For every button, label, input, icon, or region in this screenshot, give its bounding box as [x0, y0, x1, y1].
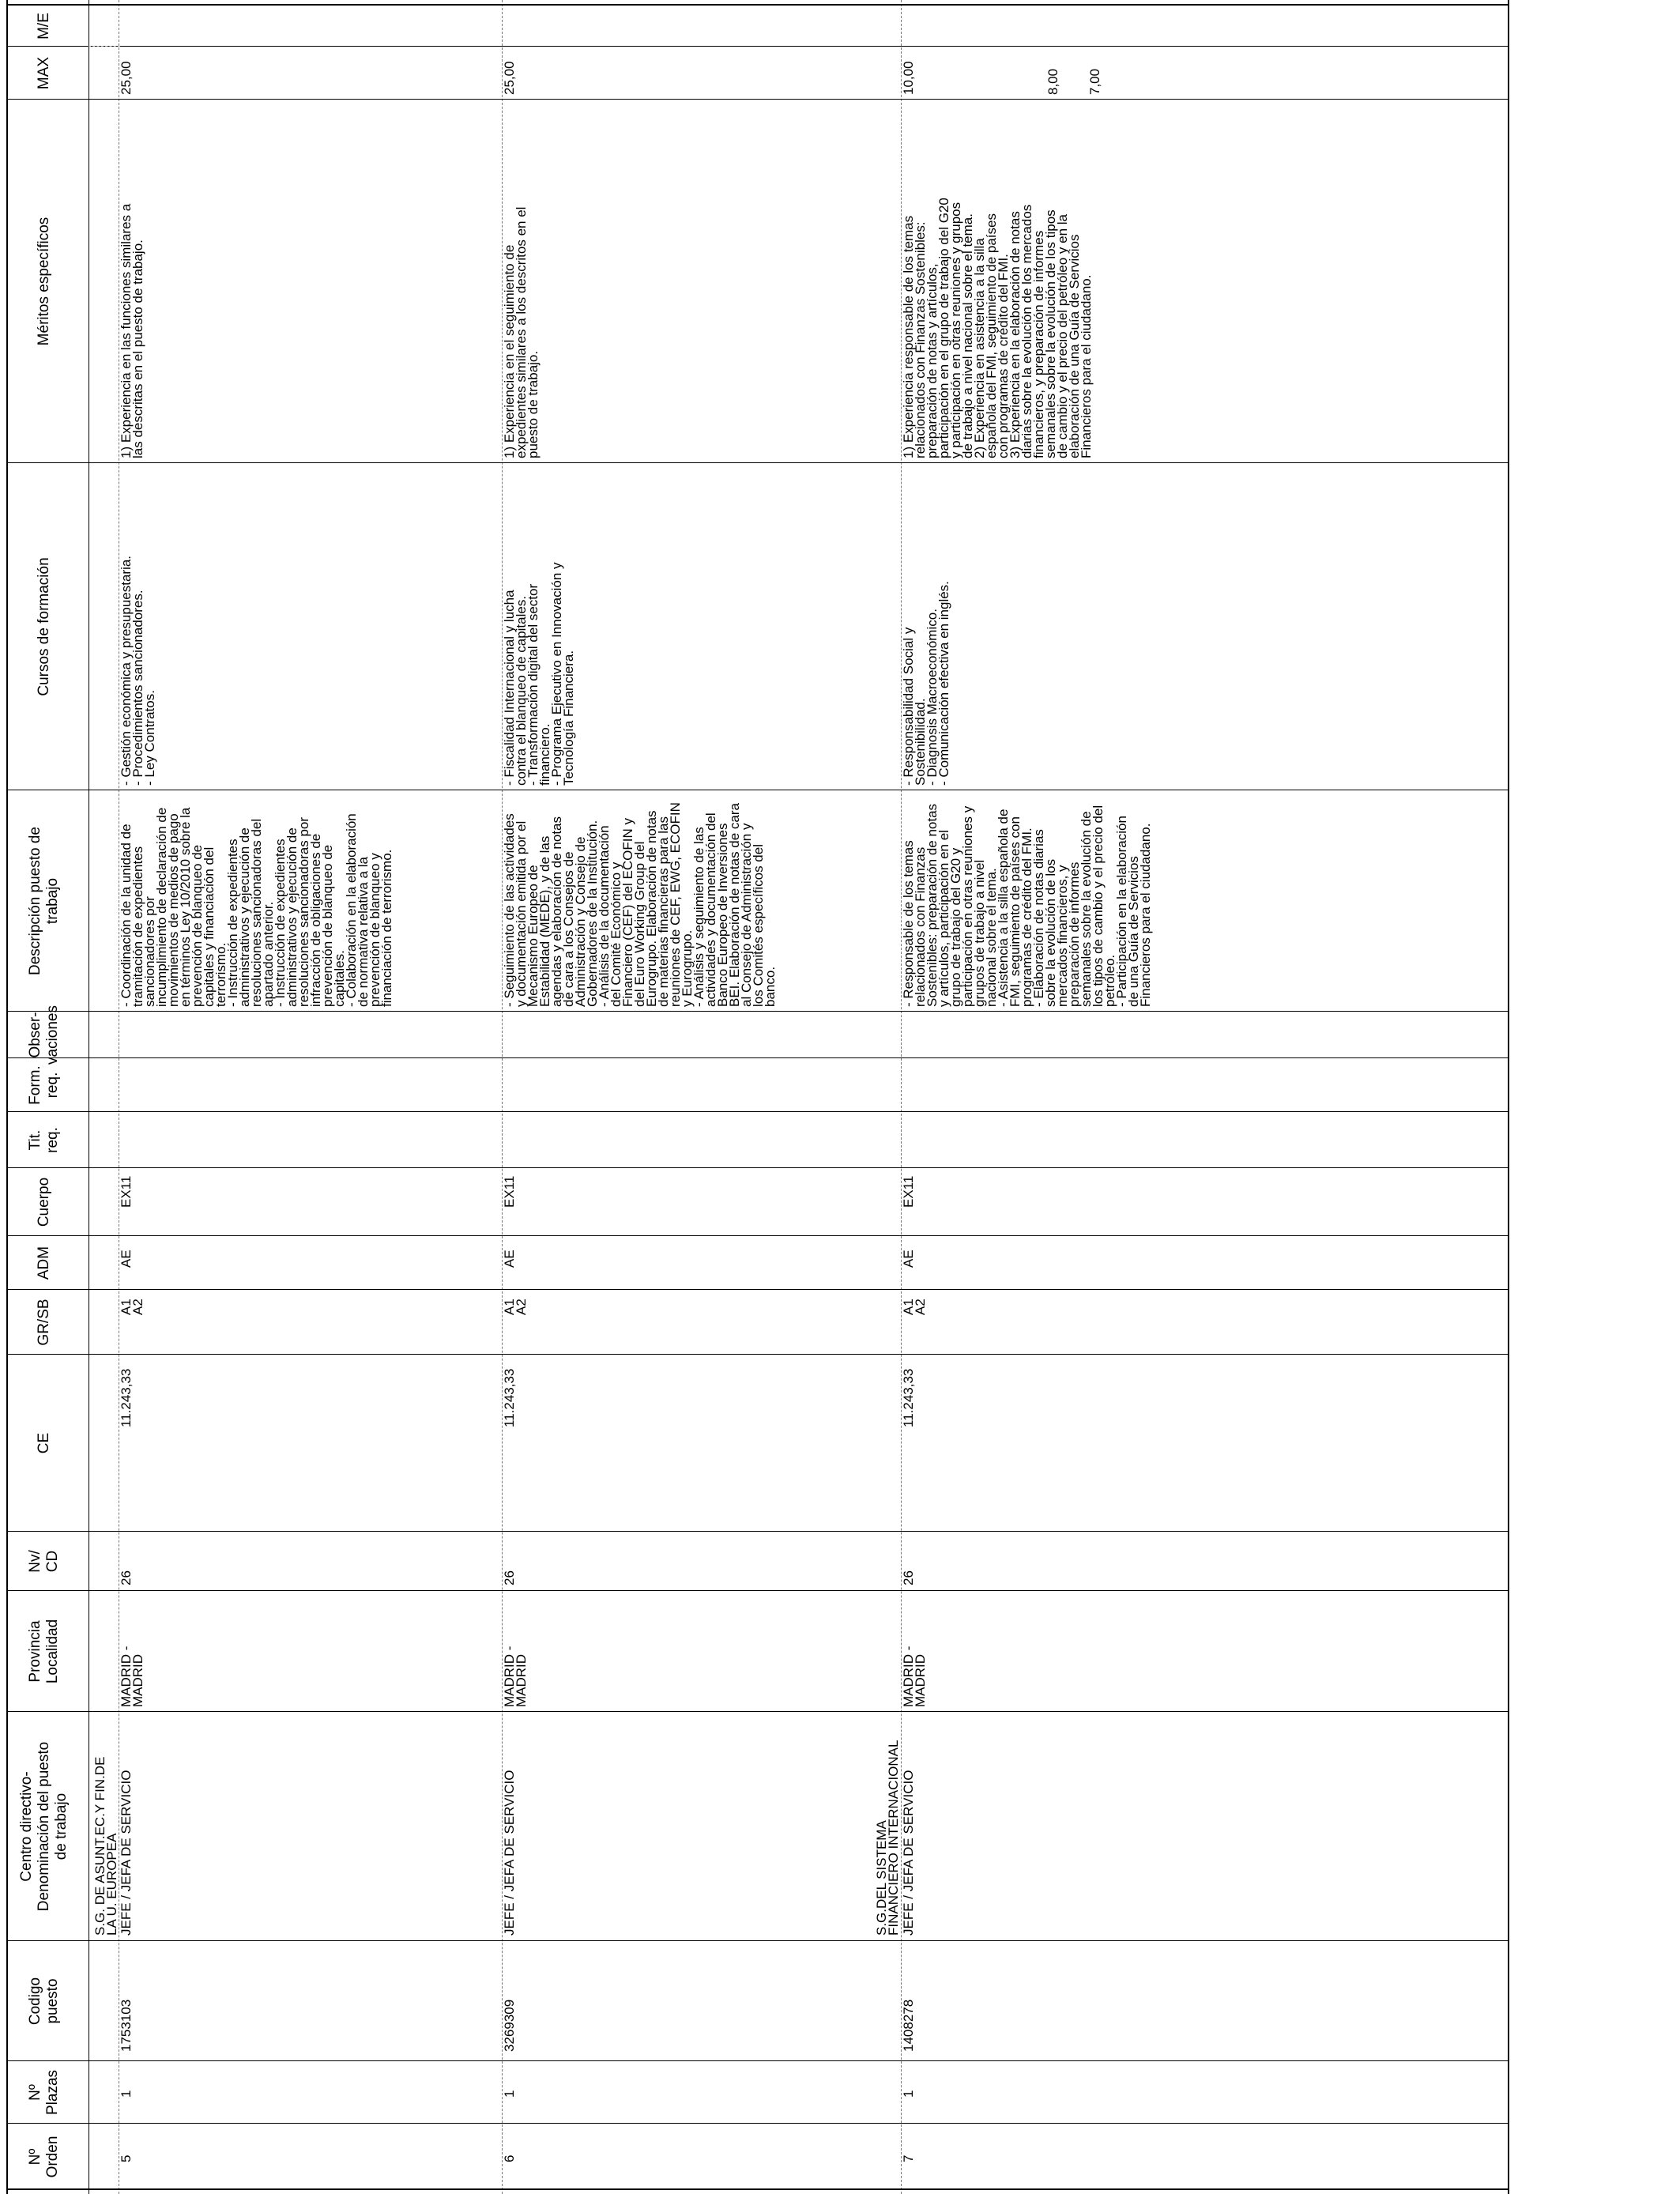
row-5-cuerpo: EX11: [119, 1175, 134, 1208]
row-5-unit: S.G. DE ASUNT.EC.Y FIN.DE LA U. EUROPEA: [92, 1756, 119, 1936]
row-6-descripcion: - Seguimiento de las actividades y documentación emitida por el Mecanismo Europeo de Estabilidad (MEDE), y de las agendas y elaboración de notas de cara a los Consejos de Administración y Consejo de Gobernadores de la Institución. - Análisis de la documentación del Comité Económico y Financiero (CEF) del ECOFIN y del Euro Working Group del Eurogrupo. Elaboración de notas de materias financieras para las reuniones de CEF, EWG, ECOFIN y Eurogrupo. - Análisis y seguimiento de las actividades y documentación del Banco Europeo de Inversiones BEI. Elaboración de notas de cara al Consejo de Administración y los Comités específicos del banco.: [502, 802, 778, 1007]
header-form: Form. req.: [27, 1065, 61, 1105]
header-meritos: Méritos específicos: [36, 217, 52, 346]
row-7-cursos: - Responsabilidad Social y Sostenibilidad. - Diagnosis Macroeconómico. - Comunicación efectiva en inglés.: [901, 581, 951, 786]
row-6-cuerpo: EX11: [502, 1175, 517, 1208]
column-divider: [6, 1167, 1508, 1168]
row-6-orden: 6: [502, 2154, 517, 2162]
column-divider: [6, 1057, 1508, 1058]
header-ce: CE: [36, 1432, 52, 1454]
row-6-adm: AE: [502, 1250, 517, 1268]
column-divider: [6, 1235, 1508, 1236]
column-divider: [6, 99, 1508, 100]
column-divider: [6, 1289, 1508, 1290]
column-divider: [6, 1011, 1508, 1012]
row-6-grupo: A1 A2: [502, 1299, 529, 1315]
row-5-codigo: 1753103: [119, 1999, 134, 2052]
row-5-orden: 5: [119, 2154, 134, 2162]
header-nivel: Nv/ CD: [27, 1550, 61, 1573]
column-divider: [6, 1711, 1508, 1712]
row-6-plazas: 1: [502, 2090, 517, 2098]
row-6-codigo: 3269309: [502, 1999, 517, 2052]
table-border-bottom: [1508, 0, 1509, 2194]
header-orden: Nº Orden: [27, 2136, 61, 2178]
row-5-grupo: A1 A2: [119, 1299, 145, 1315]
row-7-meritos: 1) Experiencia responsable de los temas relacionados con Finanzas Sostenibles: preparación de notas y artículos, participación en el grupo de trabajo del G20 y participación en otras reuniones y grupos de trabajo a nivel nacional sobre el tema. 2) Experiencia en asistencia a la silla española del FMI, seguimiento de países con programas de crédito del FMI. 3) Experiencia en la elaboración de notas diarias sobre la evolución de los mercados financieros, y preparación de informes semanales sobre la evolución de los tipos de cambio y el precio del petróleo y en la elaboración de una Guía de Servicios Financieros para el ciudadano.: [901, 198, 1094, 458]
column-guide: [89, 46, 120, 47]
row-7-grupo: A1 A2: [901, 1299, 928, 1315]
header-obs: Obser- vaciones: [27, 1005, 61, 1065]
column-divider: [6, 1590, 1508, 1591]
row-6-ce: 11.243,33: [502, 1368, 517, 1427]
column-divider: [6, 1111, 1508, 1112]
row-5-plazas: 1: [119, 2090, 134, 2098]
column-divider: [6, 46, 1508, 47]
column-divider: [6, 1354, 1508, 1355]
row-7-max-sub-3: 7,00: [1087, 68, 1102, 95]
row-7-adm: AE: [901, 1250, 916, 1268]
header-cuerpo: Cuerpo: [36, 1177, 52, 1227]
row-6-denominacion: JEFE / JEFA DE SERVICIO: [502, 1770, 517, 1936]
row-6-provincia: MADRID - MADRID: [502, 1646, 529, 1707]
row-5-meritos: 1) Experiencia en las funciones similares a las descritas en el puesto de trabajo.: [119, 203, 145, 458]
row-5-ce: 11.243,33: [119, 1368, 134, 1427]
row-7-max-sub-2: 8,00: [1045, 68, 1060, 95]
header-plazas: Nº Plazas: [27, 2069, 61, 2116]
header-grupo: GR/SB: [36, 1299, 52, 1346]
row-7-denominacion: JEFE / JEFA DE SERVICIO: [901, 1770, 916, 1936]
table-border-right: [6, 4, 1508, 6]
row-5-nivel: 26: [119, 1570, 134, 1585]
header-centro: Centro directivo- Denominación del puesto de trabajo: [18, 1741, 70, 1912]
column-divider: [6, 462, 1508, 463]
header-descripcion: Descripción puesto de trabajo: [27, 827, 61, 975]
row-7-unit: S.G.DEL SISTEMA FINANCIERO INTERNACIONAL: [874, 1740, 901, 1936]
header-max: MAX: [36, 56, 52, 90]
row-7-max: 10,00: [901, 61, 916, 95]
header-tit: Tit. req.: [27, 1127, 61, 1153]
column-divider: [6, 2060, 1508, 2061]
row-5-descripcion: - Coordinación de la unidad de tramitación de expedientes sancionadores por incumplimiento de declaración de movimientos de medios de pago en términos Ley 10/2010 sobre la prevención de blanqueo de capitales y financiación del terrorismo. - Instrucción de expedientes administrativos y ejecución de resoluciones sancionadoras del apartado anterior. - Instrucción de expedientes administrativos y ejecución de resoluciones sancionadoras por infracción de obligaciones de prevención de blanqueo de capitales. - Colaboración en la elaboración de normativa relativa a la prevención de blanqueo y financiación de terrorismo.: [119, 807, 394, 1007]
row-7-orden: 7: [901, 2154, 916, 2162]
column-divider: [6, 2123, 1508, 2124]
column-divider: [6, 1531, 1508, 1532]
row-7-nivel: 26: [901, 1570, 916, 1585]
row-6-meritos: 1) Experiencia en el seguimiento de expedientes similares a los descritos en el puesto de trabajo.: [502, 206, 541, 458]
header-provincia: Provincia Localidad: [27, 1619, 61, 1684]
header-codigo: Codigo puesto: [27, 1977, 61, 2026]
header-cursos: Cursos de formación: [36, 557, 52, 696]
row-7-cuerpo: EX11: [901, 1175, 916, 1208]
header-adm: ADM: [36, 1246, 52, 1280]
row-6-max: 25,00: [502, 61, 517, 95]
row-7-ce: 11.243,33: [901, 1368, 916, 1427]
row-5-provincia: MADRID - MADRID: [119, 1646, 145, 1707]
table-border-left: [6, 2188, 1508, 2190]
row-5-cursos: - Gestión económica y presupuestaria. - Procedimientos sancionadores. - Ley Contratos.: [119, 555, 157, 786]
row-7-provincia: MADRID - MADRID: [901, 1646, 928, 1707]
column-divider: [6, 1940, 1508, 1941]
header-me: M/E: [36, 13, 52, 40]
row-7-descripcion: - Responsable de los temas relacionados con Finanzas Sostenibles: preparación de notas y artículos, participación en el grupo de trabajo del G20 y participación en otras reuniones y grupos de trabajo a nivel nacional sobre el tema. - Asistencia a la silla española de FMI, seguimiento de países con programas de crédito del FMI. - Elaboración de notas diarias sobre la evolución de los mercados financieros, y preparación de informes semanales sobre la evolución de los tipos de cambio y el precio del petróleo. - Participación en la elaboración de una Guía de Servicios Financieros para el ciudadano.: [901, 803, 1153, 1007]
row-7-plazas: 1: [901, 2090, 916, 2098]
row-6-cursos: - Fiscalidad Internacional y lucha contra el blanqueo de capitales. - Transformación digital del sector financiero. - Programa Ejecutivo en Innovación y Tecnología Financiera.: [502, 562, 576, 786]
row-5-denominacion: JEFE / JEFA DE SERVICIO: [119, 1770, 134, 1936]
row-7-codigo: 1408278: [901, 1999, 916, 2052]
row-6-nivel: 26: [502, 1570, 517, 1585]
row-5-max: 25,00: [119, 61, 134, 95]
row-5-adm: AE: [119, 1250, 134, 1268]
